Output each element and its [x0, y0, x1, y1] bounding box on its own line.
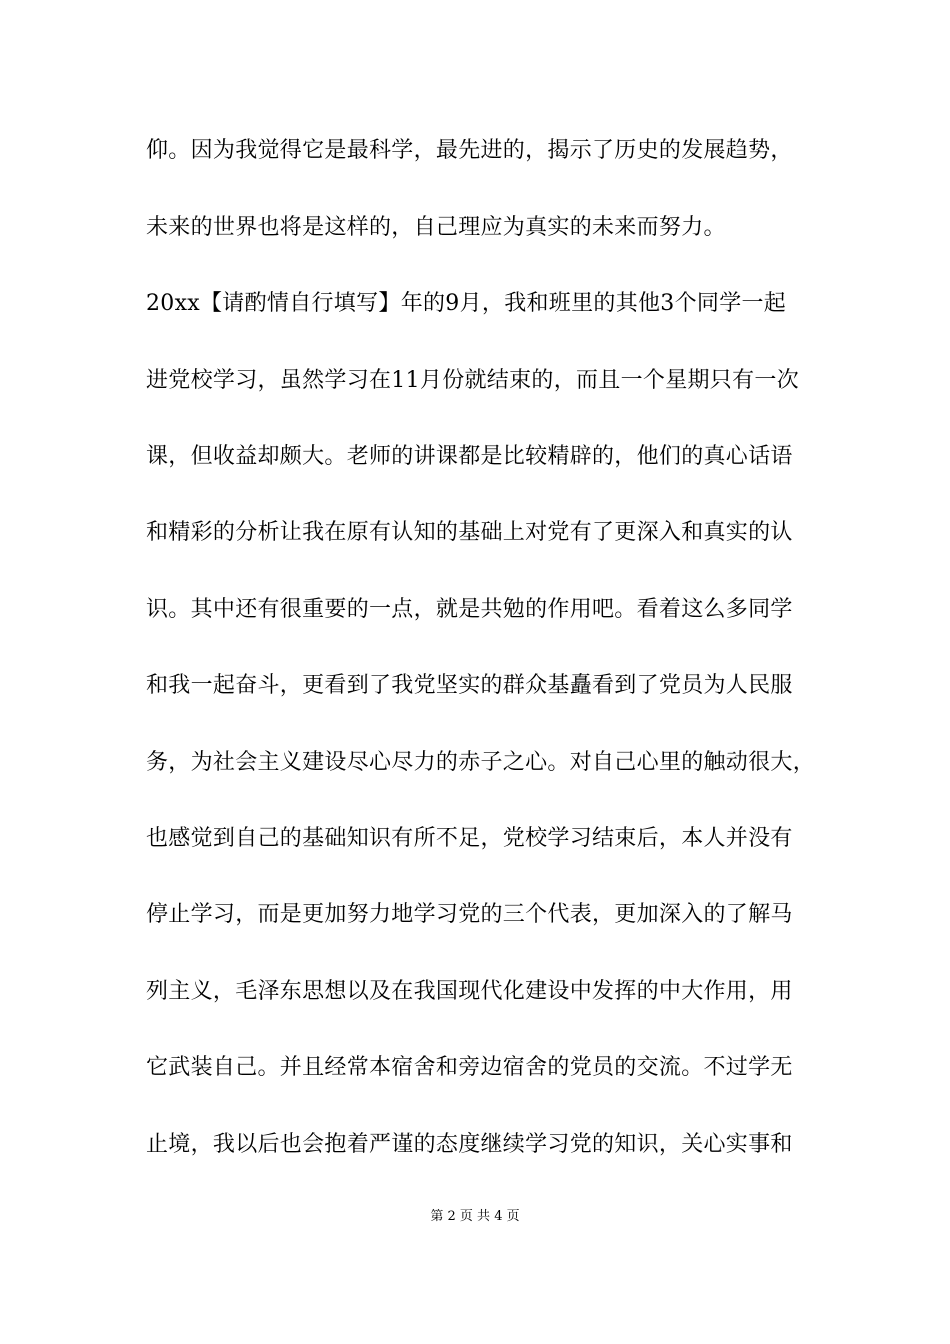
text-line: 和我一起奋斗，更看到了我党坚实的群众基矗看到了党员为人民服 [146, 673, 793, 698]
text-line: 列主义，毛泽东思想以及在我国现代化建设中发挥的中大作用，用 [146, 979, 793, 1004]
text-line: 停止学习，而是更加努力地学习党的三个代表，更加深入的了解马 [146, 902, 793, 927]
text-line: 20xx【请酌情自行填写】年的9月，我和班里的其他3个同学一起 [146, 291, 787, 316]
text-line: 识。其中还有很重要的一点，就是共勉的作用吧。看着这么多同学 [146, 597, 793, 622]
text-line: 进党校学习，虽然学习在11月份就结束的，而且一个星期只有一次 [146, 368, 799, 393]
text-line: 务，为社会主义建设尽心尽力的赤子之心。对自己心里的触动很大， [146, 750, 816, 775]
text-line: 也感觉到自己的基础知识有所不足，党校学习结束后，本人并没有 [146, 826, 793, 851]
text-line: 和精彩的分析让我在原有认知的基础上对党有了更深入和真实的认 [146, 520, 793, 545]
text-line: 未来的世界也将是这样的，自己理应为真实的未来而努力。 [146, 215, 726, 240]
text-line: 它武装自己。并且经常本宿舍和旁边宿舍的党员的交流。不过学无 [146, 1055, 793, 1080]
text-line: 课，但收益却颇大。老师的讲课都是比较精辟的，他们的真心话语 [146, 444, 793, 469]
page-number-footer: 第 2 页 共 4 页 [430, 1209, 520, 1224]
text-line: 止境，我以后也会抱着严谨的态度继续学习党的知识，关心实事和 [146, 1132, 793, 1157]
text-line: 仰。因为我觉得它是最科学，最先进的，揭示了历史的发展趋势， [146, 138, 793, 163]
